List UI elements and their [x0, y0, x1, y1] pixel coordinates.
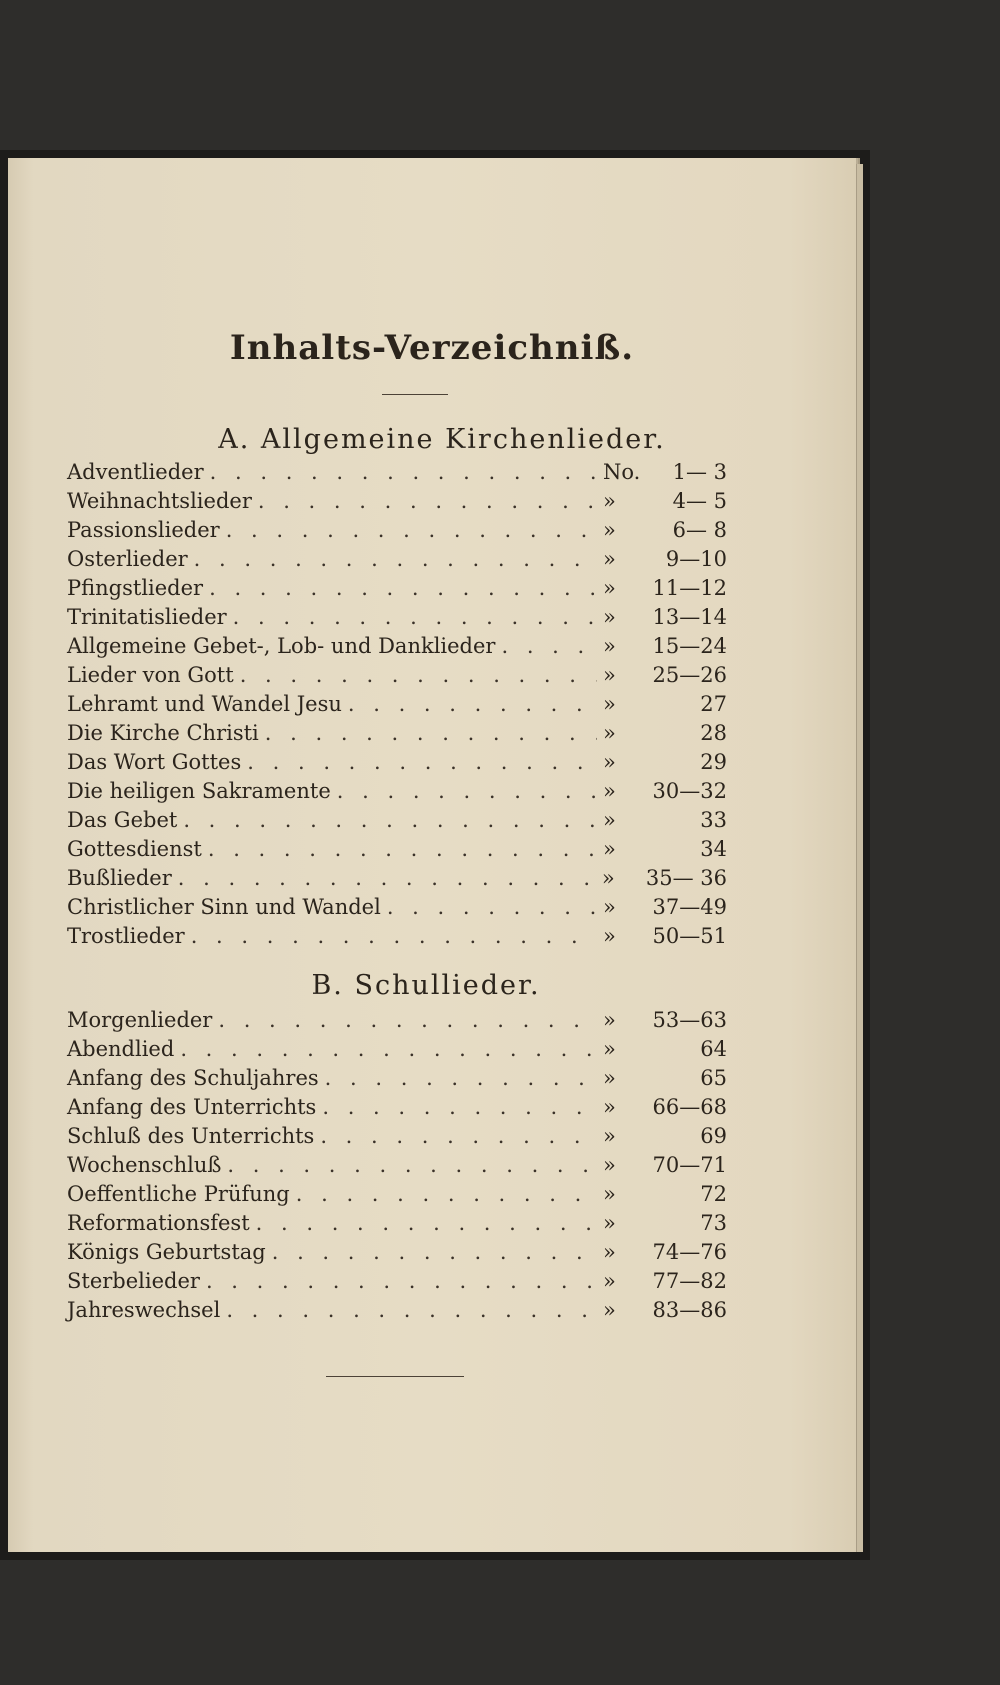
entry-label: Lehramt und Wandel Jesu: [67, 692, 342, 716]
entry-label: Schluß des Unterrichts: [67, 1124, 315, 1148]
entry-number: 4— 5: [672, 489, 727, 513]
entry-label: Reformationsfest: [67, 1211, 250, 1235]
toc-entry: [67, 690, 727, 719]
toc-entry: [67, 1006, 727, 1035]
entry-number: 30—32: [652, 779, 727, 803]
leader-dots: [233, 603, 597, 632]
entry-marker: »: [603, 1066, 616, 1090]
leader-dots: [226, 1296, 597, 1325]
entry-marker: »: [603, 808, 616, 832]
entry-number: 74—76: [652, 1240, 727, 1264]
entry-number: 66—68: [652, 1095, 727, 1119]
leader-dots: [387, 893, 597, 922]
entry-label: Anfang des Schuljahres: [67, 1066, 319, 1090]
leader-dots: [218, 1006, 597, 1035]
entry-label: Königs Geburtstag: [67, 1240, 266, 1264]
toc-entry: [67, 1296, 727, 1325]
entry-number: 33: [700, 808, 727, 832]
entry-marker: »: [603, 1153, 616, 1177]
entry-number: 65: [700, 1066, 727, 1090]
leader-dots: [272, 1238, 597, 1267]
toc-entry: [67, 1238, 727, 1267]
leader-dots: [320, 1122, 597, 1151]
entry-marker: No.: [603, 460, 641, 484]
page-title: Inhalts-Verzeichniß.: [229, 328, 635, 368]
leader-dots: [194, 545, 597, 574]
book-page: [8, 158, 856, 1552]
entry-label: Gottesdienst: [67, 837, 202, 861]
leader-dots: [226, 516, 597, 545]
entry-marker: »: [603, 576, 616, 600]
entry-marker: »: [603, 1211, 616, 1235]
entry-marker: »: [601, 866, 615, 890]
entry-marker: »: [603, 1037, 616, 1061]
toc-entry: [67, 1064, 727, 1093]
leader-dots: [265, 719, 597, 748]
entry-marker: »: [603, 837, 616, 861]
entry-number: 72: [700, 1182, 727, 1206]
entry-marker: »: [603, 721, 616, 745]
toc-entry: [67, 545, 727, 574]
entry-number: 37—49: [652, 895, 727, 919]
toc-entry: [67, 487, 727, 516]
entry-number: 15—24: [652, 634, 727, 658]
entry-number: 1— 3: [672, 460, 727, 484]
toc-entry: [67, 835, 727, 864]
toc-entry: [67, 748, 727, 777]
entry-label: Das Gebet: [67, 808, 178, 832]
entry-label: Jahreswechsel: [67, 1298, 221, 1322]
title-rule: [382, 394, 448, 395]
entry-label: Allgemeine Gebet-, Lob- und Danklieder: [67, 634, 496, 658]
entry-number: 70—71: [652, 1153, 727, 1177]
section-a-heading: A. Allgemeine Kirchenlieder.: [218, 424, 666, 455]
toc-entry: [67, 661, 727, 690]
entry-number: 35— 36: [645, 866, 727, 890]
entry-label: Anfang des Unterrichts: [67, 1095, 317, 1119]
leader-dots: [180, 1035, 597, 1064]
entry-label: Die heiligen Sakramente: [67, 779, 331, 803]
entry-label: Das Wort Gottes: [67, 750, 242, 774]
entry-label: Trinitatislieder: [67, 605, 227, 629]
leader-dots: [227, 1151, 597, 1180]
entry-marker: »: [603, 1269, 616, 1293]
entry-number: 83—86: [652, 1298, 727, 1322]
entry-number: 25—26: [652, 663, 727, 687]
toc-entry: [67, 632, 727, 661]
page-edge: [856, 164, 863, 1552]
entry-number: 77—82: [652, 1269, 727, 1293]
entry-label: Bußlieder: [67, 866, 172, 890]
closing-rule: [326, 1376, 464, 1377]
entry-marker: »: [603, 750, 616, 774]
entry-marker: »: [603, 663, 616, 687]
leader-dots: [206, 1267, 597, 1296]
leader-dots: [296, 1180, 597, 1209]
toc-entry: [67, 777, 727, 806]
toc-entry: [67, 1180, 727, 1209]
entry-marker: »: [603, 895, 616, 919]
leader-dots: [256, 1209, 597, 1238]
entry-marker: »: [603, 692, 616, 716]
entry-number: 28: [700, 721, 727, 745]
entry-label: Passionslieder: [67, 518, 220, 542]
entry-label: Oeffentliche Prüfung: [67, 1182, 290, 1206]
toc-entry: [67, 1035, 727, 1064]
entry-label: Weihnachtslieder: [67, 489, 252, 513]
toc-entry: [67, 1209, 727, 1238]
entry-label: Adventlieder: [67, 460, 204, 484]
leader-dots: [348, 690, 597, 719]
entry-number: 11—12: [652, 576, 727, 600]
toc-entry: [67, 1122, 727, 1151]
section-b-list: [67, 1006, 727, 1325]
entry-label: Christlicher Sinn und Wandel: [67, 895, 381, 919]
entry-number: 34: [700, 837, 727, 861]
entry-label: Lieder von Gott: [67, 663, 234, 687]
entry-number: 27: [700, 692, 727, 716]
entry-label: Sterbelieder: [67, 1269, 200, 1293]
toc-entry: [67, 574, 727, 603]
toc-entry: [67, 1151, 727, 1180]
entry-number: 29: [700, 750, 727, 774]
toc-entry: [67, 1093, 727, 1122]
entry-label: Pfingstlieder: [67, 576, 204, 600]
entry-label: Die Kirche Christi: [67, 721, 259, 745]
section-b-heading: B. Schullieder.: [311, 970, 541, 1001]
leader-dots: [178, 864, 596, 893]
leader-dots: [258, 487, 597, 516]
entry-marker: »: [603, 779, 616, 803]
entry-number: 64: [700, 1037, 727, 1061]
toc-entry: [67, 864, 727, 893]
leader-dots: [240, 661, 597, 690]
leader-dots: [191, 922, 597, 951]
entry-number: 53—63: [652, 1008, 727, 1032]
entry-label: Osterlieder: [67, 547, 188, 571]
entry-marker: »: [603, 605, 616, 629]
section-a-list: [67, 458, 727, 951]
entry-number: 73: [700, 1211, 727, 1235]
leader-dots: [210, 458, 597, 487]
entry-label: Trostlieder: [67, 924, 185, 948]
toc-entry: [67, 806, 727, 835]
entry-marker: »: [603, 924, 616, 948]
toc-entry: [67, 893, 727, 922]
leader-dots: [322, 1093, 597, 1122]
entry-marker: »: [603, 547, 616, 571]
entry-number: 69: [700, 1124, 727, 1148]
toc-entry: [67, 719, 727, 748]
entry-marker: »: [603, 1240, 616, 1264]
entry-marker: »: [603, 1095, 616, 1119]
entry-label: Wochenschluß: [67, 1153, 222, 1177]
toc-entry: [67, 458, 727, 487]
toc-entry: [67, 516, 727, 545]
entry-marker: »: [603, 489, 616, 513]
leader-dots: [183, 806, 597, 835]
toc-entry: [67, 922, 727, 951]
entry-marker: »: [603, 518, 616, 542]
entry-marker: »: [603, 1182, 616, 1206]
leader-dots: [209, 574, 597, 603]
entry-marker: »: [603, 634, 616, 658]
entry-number: 6— 8: [672, 518, 727, 542]
entry-label: Abendlied: [67, 1037, 175, 1061]
entry-number: 50—51: [652, 924, 727, 948]
leader-dots: [501, 632, 597, 661]
leader-dots: [325, 1064, 597, 1093]
entry-number: 13—14: [652, 605, 727, 629]
leader-dots: [208, 835, 597, 864]
entry-marker: »: [603, 1298, 616, 1322]
toc-entry: [67, 1267, 727, 1296]
toc-entry: [67, 603, 727, 632]
entry-marker: »: [603, 1124, 616, 1148]
leader-dots: [337, 777, 597, 806]
leader-dots: [247, 748, 597, 777]
entry-label: Morgenlieder: [67, 1008, 213, 1032]
entry-number: 9—10: [665, 547, 727, 571]
entry-marker: »: [603, 1008, 616, 1032]
